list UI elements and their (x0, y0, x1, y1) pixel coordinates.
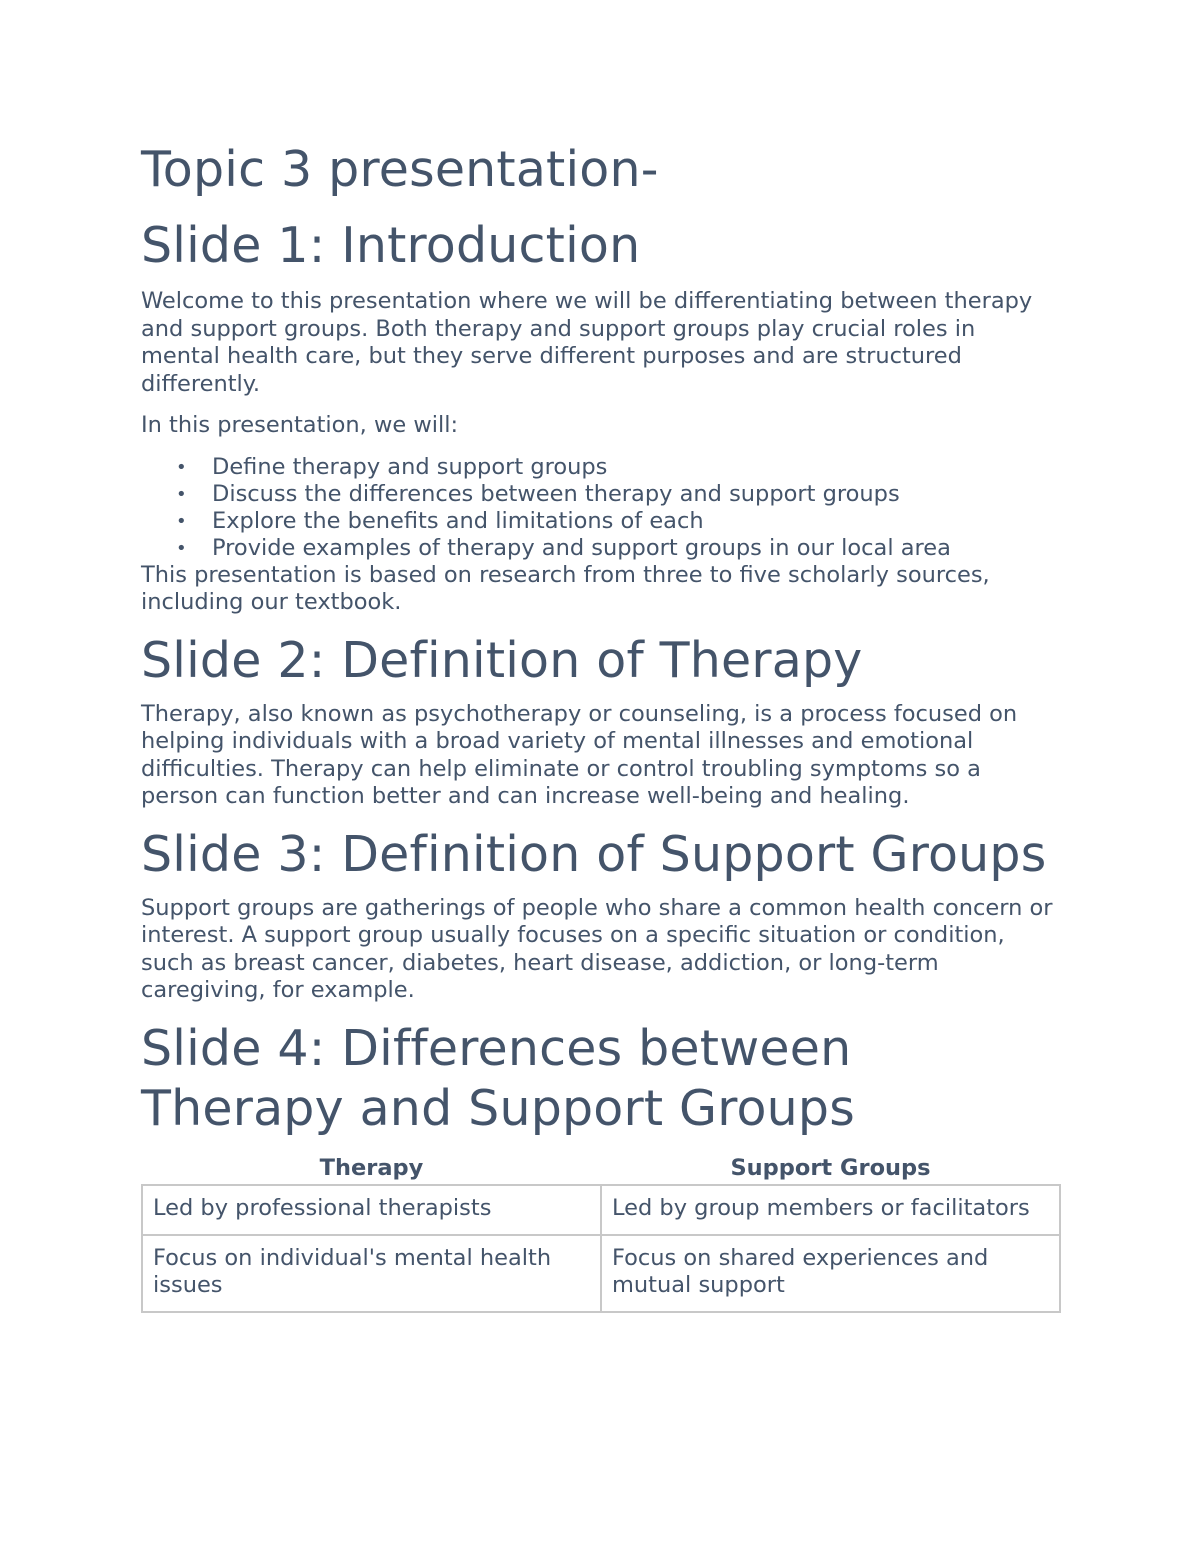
differences-table-wrap (141, 1155, 1061, 1313)
table-cell: Led by professional therapists (142, 1185, 601, 1235)
table-header-therapy: Therapy (319, 1154, 424, 1181)
slide-3-body: Support groups are gatherings of people who share a common health concern or interest. A support group usually focuses on a specific situation or condition, such as breast cancer, diabetes, heart disease, addiction, or long-term caregiving, for example. (141, 894, 1053, 1003)
list-item: • Define therapy and support groups (176, 453, 608, 480)
table-cell: Focus on individual's mental health issues (142, 1235, 601, 1312)
bullet-icon: • (176, 483, 187, 505)
table-header-support-groups: Support Groups (730, 1154, 931, 1181)
slide-2-body: Therapy, also known as psychotherapy or counseling, is a process focused on helping individuals with a broad variety of mental illnesses and emotional difficulties. Therapy can help eliminate or control troubling symptoms so a person can function better and can increase well-being and healing. (141, 700, 1018, 809)
list-item: • Explore the benefits and limitations of each (176, 507, 704, 534)
table-row (142, 1235, 1060, 1312)
document-page (141, 140, 1061, 1313)
bullet-icon: • (176, 510, 187, 532)
differences-table (141, 1155, 1061, 1313)
table-cell: Led by group members or facilitators (601, 1185, 1060, 1235)
slide-1-bullet-list (141, 454, 1061, 562)
slide-3-heading: Slide 3: Definition of Support Groups (141, 825, 1047, 883)
slide-1-heading: Slide 1: Introduction (141, 217, 641, 274)
table-header-row (142, 1155, 1060, 1185)
slide-4-heading: Slide 4: Differences between Therapy and Support Groups (141, 1019, 855, 1137)
slide-1-closing: This presentation is based on research from three to five scholarly sources, including our textbook. (141, 561, 990, 615)
slide-1-intro: Welcome to this presentation where we will be differentiating between therapy and support groups. Both therapy and support groups play crucial roles in mental health care, but they serve different purposes and are structured differently. (141, 288, 1033, 397)
bullet-icon: • (176, 456, 187, 478)
table-row (142, 1185, 1060, 1235)
list-item: • Provide examples of therapy and support groups in our local area (176, 534, 951, 561)
document-title: Topic 3 presentation- (141, 141, 659, 198)
table-cell: Focus on shared experiences and mutual support (601, 1235, 1060, 1312)
list-item: • Discuss the differences between therapy and support groups (176, 480, 900, 507)
bullet-icon: • (176, 537, 187, 559)
slide-2-heading: Slide 2: Definition of Therapy (141, 631, 863, 689)
slide-1-lead: In this presentation, we will: (141, 412, 459, 438)
